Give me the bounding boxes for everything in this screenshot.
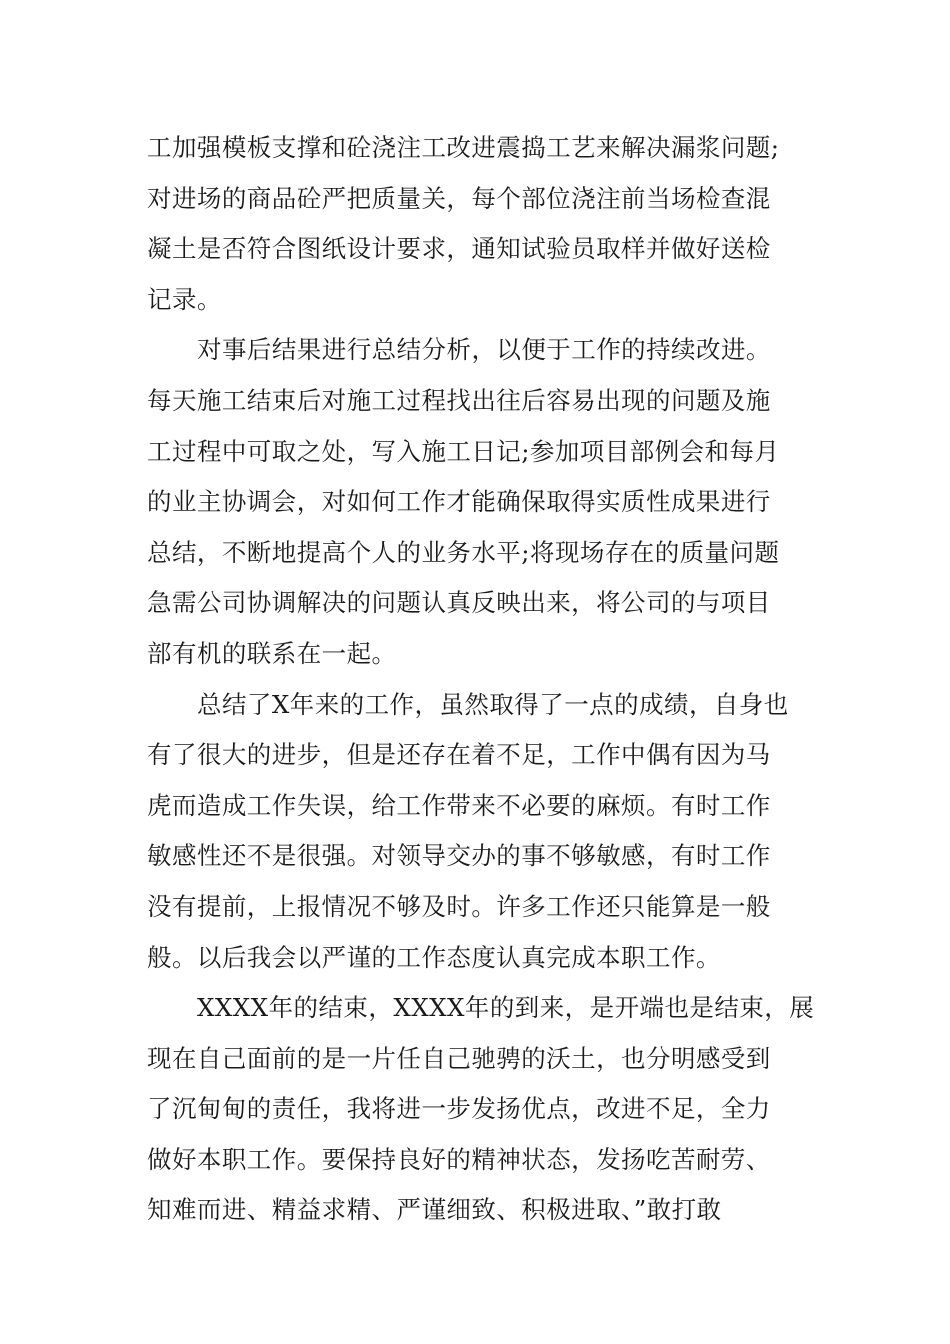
text-line: 记录。	[147, 284, 222, 314]
paragraph-3	[147, 680, 812, 984]
text-line: 虎而造成工作失误，给工作带来不必要的麻烦。有时工作	[147, 790, 771, 820]
text-line: 敏感性还不是很强。对领导交办的事不够敏感，有时工作	[147, 841, 771, 871]
text-line: 的业主协调会，对如何工作才能确保取得实质性成果进行	[147, 487, 771, 517]
text-line: 没有提前，上报情况不够及时。许多工作还只能算是一般	[147, 891, 771, 921]
paragraph-2	[147, 325, 812, 679]
text-line: 部有机的联系在一起。	[147, 638, 397, 668]
text-line: 工加强模板支撑和砼浇注工改进震捣工艺来解决漏浆问题;	[147, 133, 780, 162]
text-line: 工过程中可取之处，写入施工日记;参加项目部例会和每月	[147, 436, 780, 466]
paragraph-1	[147, 123, 812, 325]
text-line: 急需公司协调解决的问题认真反映出来，将公司的与项目	[147, 588, 771, 618]
text-line: 了沉甸甸的责任，我将进一步发扬优点，改进不足，全力	[147, 1094, 771, 1124]
text-line: 对进场的商品砼严把质量关，每个部位浇注前当场检查混	[147, 183, 771, 213]
text-line: XXXX年的结束，XXXX年的到来，是开端也是结束，展	[197, 993, 815, 1023]
text-line: 总结了X年来的工作，虽然取得了一点的成绩，自身也	[197, 689, 789, 719]
text-line: 现在自己面前的是一片任自己驰骋的沃土，也分明感受到	[147, 1043, 771, 1073]
text-line: 做好本职工作。要保持良好的精神状态，发扬吃苦耐劳、	[147, 1144, 771, 1174]
text-line: 凝土是否符合图纸设计要求，通知试验员取样并做好送检	[147, 234, 771, 264]
text-line: 对事后结果进行总结分析，以便于工作的持续改进。	[197, 335, 771, 365]
paragraph-4	[147, 983, 815, 1236]
text-line: 每天施工结束后对施工过程找出往后容易出现的问题及施	[147, 385, 771, 415]
document-body	[147, 123, 815, 1236]
text-line: 知难而进、精益求精、严谨细致、积极进取、”敢打敢	[147, 1195, 722, 1225]
text-line: 总结，不断地提高个人的业务水平;将现场存在的质量问题	[147, 537, 780, 567]
text-line: 般。以后我会以严谨的工作态度认真完成本职工作。	[147, 942, 721, 972]
text-line: 有了很大的进步，但是还存在着不足，工作中偶有因为马	[147, 740, 771, 770]
